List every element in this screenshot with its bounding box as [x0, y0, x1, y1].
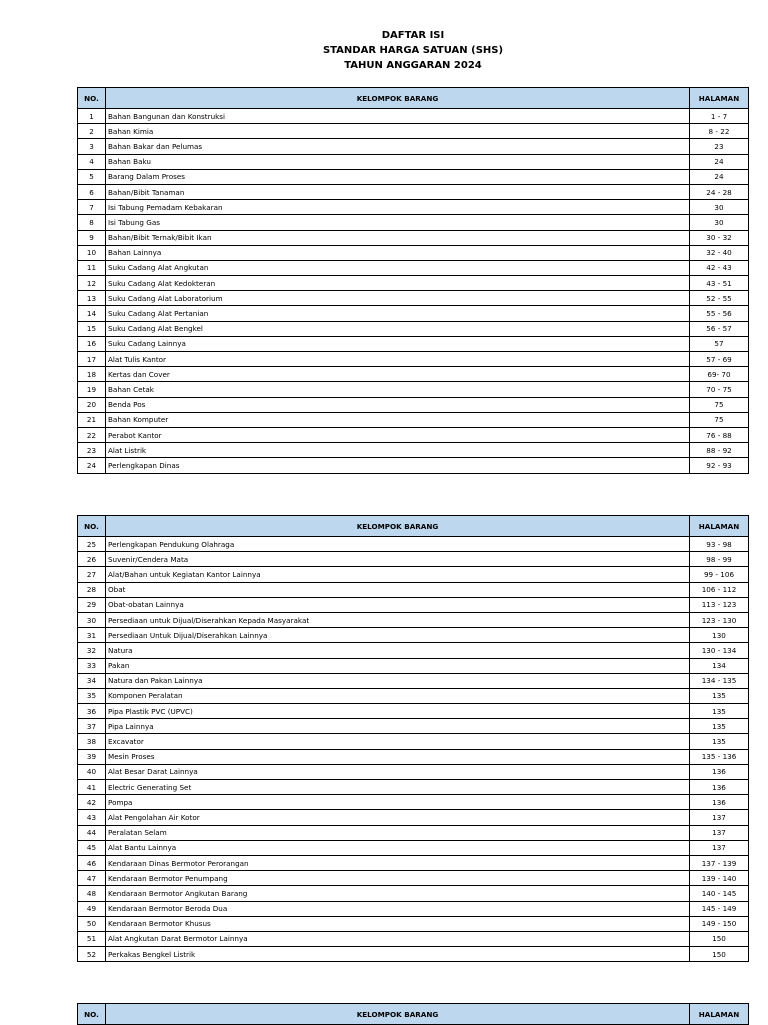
row-halaman: 139 - 140: [690, 871, 749, 886]
row-halaman: 136: [690, 764, 749, 779]
row-number: 41: [78, 780, 106, 795]
index-table-2: [77, 515, 749, 962]
table-row: [78, 412, 749, 427]
row-halaman: 24: [690, 169, 749, 184]
row-number: 24: [78, 458, 106, 473]
header-kelompok-barang: KELOMPOK BARANG: [106, 1004, 690, 1025]
row-halaman: 69- 70: [690, 367, 749, 382]
table-row: [78, 291, 749, 306]
row-number: 33: [78, 658, 106, 673]
table-row: [78, 916, 749, 931]
row-halaman: 123 - 130: [690, 612, 749, 627]
row-halaman: 93 - 98: [690, 537, 749, 552]
row-number: 18: [78, 367, 106, 382]
row-kelompok-barang: Bahan Baku: [106, 154, 690, 169]
row-kelompok-barang: Bahan Kimia: [106, 124, 690, 139]
table-row: [78, 871, 749, 886]
row-halaman: 56 - 57: [690, 321, 749, 336]
row-halaman: 99 - 106: [690, 567, 749, 582]
table-row: [78, 109, 749, 124]
row-kelompok-barang: Suku Cadang Alat Angkutan: [106, 260, 690, 275]
row-number: 50: [78, 916, 106, 931]
row-number: 15: [78, 321, 106, 336]
row-halaman: 23: [690, 139, 749, 154]
row-number: 22: [78, 427, 106, 442]
row-kelompok-barang: Mesin Proses: [106, 749, 690, 764]
row-number: 9: [78, 230, 106, 245]
row-kelompok-barang: Kendaraan Dinas Bermotor Perorangan: [106, 855, 690, 870]
row-kelompok-barang: Kendaraan Bermotor Beroda Dua: [106, 901, 690, 916]
row-halaman: 42 - 43: [690, 260, 749, 275]
row-kelompok-barang: Alat Pengolahan Air Kotor: [106, 810, 690, 825]
title-line-2: STANDAR HARGA SATUAN (SHS): [322, 45, 504, 56]
row-halaman: 106 - 112: [690, 582, 749, 597]
row-number: 32: [78, 643, 106, 658]
row-halaman: 43 - 51: [690, 276, 749, 291]
table-row: [78, 749, 749, 764]
table-row: [78, 810, 749, 825]
row-halaman: 57 - 69: [690, 352, 749, 367]
row-kelompok-barang: Pompa: [106, 795, 690, 810]
row-halaman: 135: [690, 719, 749, 734]
row-halaman: 135: [690, 734, 749, 749]
row-number: 46: [78, 855, 106, 870]
row-kelompok-barang: Alat Tulis Kantor: [106, 352, 690, 367]
row-number: 14: [78, 306, 106, 321]
table-row: [78, 628, 749, 643]
row-halaman: 136: [690, 780, 749, 795]
row-kelompok-barang: Bahan/Bibit Ternak/Bibit Ikan: [106, 230, 690, 245]
row-kelompok-barang: Obat: [106, 582, 690, 597]
row-number: 30: [78, 612, 106, 627]
table-row: [78, 597, 749, 612]
row-kelompok-barang: Pakan: [106, 658, 690, 673]
table-row: [78, 855, 749, 870]
table-row: [78, 643, 749, 658]
table-row: [78, 260, 749, 275]
table-row: [78, 321, 749, 336]
table-row: [78, 184, 749, 199]
table-row: [78, 780, 749, 795]
row-number: 11: [78, 260, 106, 275]
table-row: [78, 552, 749, 567]
row-number: 37: [78, 719, 106, 734]
row-halaman: 30: [690, 215, 749, 230]
table-row: [78, 688, 749, 703]
row-kelompok-barang: Isi Tabung Gas: [106, 215, 690, 230]
row-kelompok-barang: Electric Generating Set: [106, 780, 690, 795]
row-kelompok-barang: Perabot Kantor: [106, 427, 690, 442]
row-number: 7: [78, 200, 106, 215]
row-kelompok-barang: Kendaraan Bermotor Angkutan Barang: [106, 886, 690, 901]
table-row: [78, 886, 749, 901]
row-kelompok-barang: Suku Cadang Lainnya: [106, 336, 690, 351]
row-number: 47: [78, 871, 106, 886]
table-row: [78, 169, 749, 184]
row-kelompok-barang: Excavator: [106, 734, 690, 749]
title-line-3: TAHUN ANGGARAN 2024: [344, 60, 482, 71]
row-number: 21: [78, 412, 106, 427]
row-kelompok-barang: Kertas dan Cover: [106, 367, 690, 382]
row-kelompok-barang: Suvenir/Cendera Mata: [106, 552, 690, 567]
row-halaman: 137: [690, 840, 749, 855]
table-row: [78, 567, 749, 582]
row-kelompok-barang: Pipa Lainnya: [106, 719, 690, 734]
row-kelompok-barang: Suku Cadang Alat Kedokteran: [106, 276, 690, 291]
row-number: 38: [78, 734, 106, 749]
row-halaman: 140 - 145: [690, 886, 749, 901]
row-halaman: 137: [690, 825, 749, 840]
table-row: [78, 704, 749, 719]
table-row: [78, 154, 749, 169]
table-row: [78, 367, 749, 382]
row-number: 13: [78, 291, 106, 306]
row-number: 8: [78, 215, 106, 230]
row-number: 49: [78, 901, 106, 916]
table-row: [78, 582, 749, 597]
row-kelompok-barang: Kendaraan Bermotor Penumpang: [106, 871, 690, 886]
row-kelompok-barang: Bahan Lainnya: [106, 245, 690, 260]
row-kelompok-barang: Bahan/Bibit Tanaman: [106, 184, 690, 199]
table-header-row: [78, 1004, 749, 1025]
row-kelompok-barang: Pipa Plastik PVC (UPVC): [106, 704, 690, 719]
row-halaman: 113 - 123: [690, 597, 749, 612]
row-number: 39: [78, 749, 106, 764]
row-halaman: 137: [690, 810, 749, 825]
table-row: [78, 825, 749, 840]
row-kelompok-barang: Perlengkapan Pendukung Olahraga: [106, 537, 690, 552]
header-kelompok-barang: KELOMPOK BARANG: [106, 88, 690, 109]
row-kelompok-barang: Kendaraan Bermotor Khusus: [106, 916, 690, 931]
row-number: 31: [78, 628, 106, 643]
row-number: 20: [78, 397, 106, 412]
table-row: [78, 230, 749, 245]
row-halaman: 75: [690, 412, 749, 427]
table-row: [78, 382, 749, 397]
row-number: 51: [78, 931, 106, 946]
row-number: 36: [78, 704, 106, 719]
row-halaman: 70 - 75: [690, 382, 749, 397]
row-kelompok-barang: Isi Tabung Pemadam Kebakaran: [106, 200, 690, 215]
table-row: [78, 139, 749, 154]
row-number: 29: [78, 597, 106, 612]
table-row: [78, 658, 749, 673]
row-halaman: 150: [690, 947, 749, 962]
row-halaman: 8 - 22: [690, 124, 749, 139]
row-kelompok-barang: Persediaan Untuk Dijual/Diserahkan Lainnya: [106, 628, 690, 643]
table-row: [78, 901, 749, 916]
row-number: 34: [78, 673, 106, 688]
table-row: [78, 537, 749, 552]
row-number: 17: [78, 352, 106, 367]
row-number: 35: [78, 688, 106, 703]
row-number: 44: [78, 825, 106, 840]
table-header-row: [78, 516, 749, 537]
row-kelompok-barang: Persediaan untuk Dijual/Diserahkan Kepada Masyarakat: [106, 612, 690, 627]
row-number: 25: [78, 537, 106, 552]
table-row: [78, 352, 749, 367]
table-row: [78, 276, 749, 291]
table-row: [78, 764, 749, 779]
row-kelompok-barang: Alat/Bahan untuk Kegiatan Kantor Lainnya: [106, 567, 690, 582]
row-halaman: 57: [690, 336, 749, 351]
table-row: [78, 427, 749, 442]
row-kelompok-barang: Bahan Bangunan dan Konstruksi: [106, 109, 690, 124]
title-line-1: DAFTAR ISI: [381, 30, 445, 41]
row-halaman: 88 - 92: [690, 443, 749, 458]
row-halaman: 55 - 56: [690, 306, 749, 321]
row-kelompok-barang: Suku Cadang Alat Pertanian: [106, 306, 690, 321]
row-halaman: 76 - 88: [690, 427, 749, 442]
row-kelompok-barang: Benda Pos: [106, 397, 690, 412]
row-number: 19: [78, 382, 106, 397]
row-halaman: 52 - 55: [690, 291, 749, 306]
header-kelompok-barang: KELOMPOK BARANG: [106, 516, 690, 537]
row-halaman: 135: [690, 704, 749, 719]
row-kelompok-barang: Bahan Cetak: [106, 382, 690, 397]
row-halaman: 1 - 7: [690, 109, 749, 124]
row-halaman: 75: [690, 397, 749, 412]
row-number: 12: [78, 276, 106, 291]
row-halaman: 30: [690, 200, 749, 215]
table-row: [78, 215, 749, 230]
row-halaman: 134 - 135: [690, 673, 749, 688]
row-kelompok-barang: Suku Cadang Alat Laboratorium: [106, 291, 690, 306]
row-kelompok-barang: Natura: [106, 643, 690, 658]
index-table-1: [77, 87, 749, 474]
row-number: 27: [78, 567, 106, 582]
row-kelompok-barang: Alat Bantu Lainnya: [106, 840, 690, 855]
row-halaman: 136: [690, 795, 749, 810]
row-number: 28: [78, 582, 106, 597]
table-row: [78, 336, 749, 351]
table-row: [78, 200, 749, 215]
row-number: 42: [78, 795, 106, 810]
table-row: [78, 306, 749, 321]
row-number: 5: [78, 169, 106, 184]
row-kelompok-barang: Alat Besar Darat Lainnya: [106, 764, 690, 779]
row-number: 6: [78, 184, 106, 199]
table-row: [78, 947, 749, 962]
row-kelompok-barang: Bahan Komputer: [106, 412, 690, 427]
row-halaman: 137 - 139: [690, 855, 749, 870]
header-no: NO.: [78, 516, 106, 537]
table-row: [78, 719, 749, 734]
row-kelompok-barang: Barang Dalam Proses: [106, 169, 690, 184]
table-row: [78, 673, 749, 688]
table-row: [78, 612, 749, 627]
row-number: 2: [78, 124, 106, 139]
row-number: 4: [78, 154, 106, 169]
header-halaman: HALAMAN: [690, 1004, 749, 1025]
row-number: 1: [78, 109, 106, 124]
row-halaman: 24: [690, 154, 749, 169]
row-number: 45: [78, 840, 106, 855]
row-kelompok-barang: Alat Listrik: [106, 443, 690, 458]
row-halaman: 145 - 149: [690, 901, 749, 916]
row-kelompok-barang: Bahan Bakar dan Pelumas: [106, 139, 690, 154]
row-number: 23: [78, 443, 106, 458]
row-kelompok-barang: Alat Angkutan Darat Bermotor Lainnya: [106, 931, 690, 946]
header-halaman: HALAMAN: [690, 88, 749, 109]
document-title: [0, 28, 768, 73]
row-halaman: 149 - 150: [690, 916, 749, 931]
table-row: [78, 124, 749, 139]
row-kelompok-barang: Perlengkapan Dinas: [106, 458, 690, 473]
row-halaman: 134: [690, 658, 749, 673]
row-number: 3: [78, 139, 106, 154]
row-halaman: 135: [690, 688, 749, 703]
row-number: 10: [78, 245, 106, 260]
row-kelompok-barang: Suku Cadang Alat Bengkel: [106, 321, 690, 336]
row-kelompok-barang: Peralatan Selam: [106, 825, 690, 840]
row-number: 52: [78, 947, 106, 962]
table-row: [78, 245, 749, 260]
row-kelompok-barang: Natura dan Pakan Lainnya: [106, 673, 690, 688]
table-row: [78, 458, 749, 473]
header-halaman: HALAMAN: [690, 516, 749, 537]
table-row: [78, 840, 749, 855]
header-no: NO.: [78, 88, 106, 109]
table-row: [78, 734, 749, 749]
row-number: 16: [78, 336, 106, 351]
index-table-3: [77, 1003, 749, 1025]
row-halaman: 92 - 93: [690, 458, 749, 473]
row-number: 48: [78, 886, 106, 901]
row-halaman: 24 - 28: [690, 184, 749, 199]
row-number: 26: [78, 552, 106, 567]
row-kelompok-barang: Perkakas Bengkel Listrik: [106, 947, 690, 962]
table-row: [78, 397, 749, 412]
header-no: NO.: [78, 1004, 106, 1025]
row-halaman: 32 - 40: [690, 245, 749, 260]
row-kelompok-barang: Obat-obatan Lainnya: [106, 597, 690, 612]
row-number: 40: [78, 764, 106, 779]
row-kelompok-barang: Komponen Peralatan: [106, 688, 690, 703]
row-halaman: 130 - 134: [690, 643, 749, 658]
row-halaman: 130: [690, 628, 749, 643]
table-row: [78, 443, 749, 458]
row-number: 43: [78, 810, 106, 825]
table-row: [78, 931, 749, 946]
row-halaman: 98 - 99: [690, 552, 749, 567]
table-header-row: [78, 88, 749, 109]
row-halaman: 135 - 136: [690, 749, 749, 764]
row-halaman: 30 - 32: [690, 230, 749, 245]
table-row: [78, 795, 749, 810]
row-halaman: 150: [690, 931, 749, 946]
